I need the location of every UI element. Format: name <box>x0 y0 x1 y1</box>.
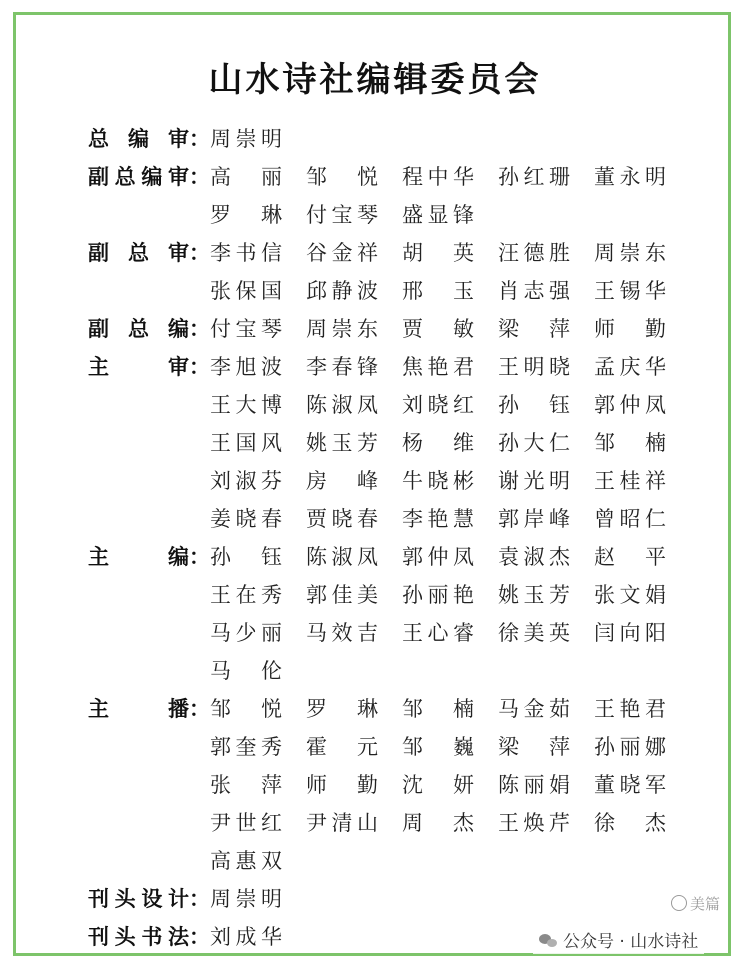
member-name: 孙 丽 艳 <box>402 583 474 607</box>
member-name: 邹 楠 <box>594 431 666 455</box>
meipian-logo-icon <box>671 895 687 911</box>
role-colon: ： <box>189 165 210 189</box>
member-name: 王 锡 华 <box>594 279 666 303</box>
page-title: 山水诗社编辑委员会 <box>208 60 542 100</box>
member-name: 李 春 锋 <box>306 355 378 379</box>
member-names <box>210 690 690 880</box>
member-name: 周 崇 东 <box>306 317 378 341</box>
roster-section <box>88 120 708 158</box>
role-label: 刊 头 书 法 <box>88 925 189 949</box>
role-label: 主 播 <box>88 697 189 721</box>
role-heading <box>88 918 210 956</box>
committee-roster <box>88 120 708 956</box>
role-heading <box>88 234 210 272</box>
roster-section <box>88 538 708 690</box>
member-name: 张 保 国 <box>210 279 282 303</box>
member-name: 谷 金 祥 <box>306 241 378 265</box>
member-name: 马 金 茹 <box>498 697 570 721</box>
roster-section <box>88 158 708 234</box>
member-name: 董 永 明 <box>594 165 666 189</box>
member-name: 王 在 秀 <box>210 583 282 607</box>
member-name: 马 伦 <box>210 659 282 683</box>
roster-section <box>88 348 708 538</box>
member-name: 付 宝 琴 <box>210 317 282 341</box>
role-colon: ： <box>189 925 210 949</box>
member-name: 周 崇 明 <box>210 887 282 911</box>
member-name: 李 艳 慧 <box>402 507 474 531</box>
member-name: 霍 元 <box>306 735 378 759</box>
member-name: 郭 佳 美 <box>306 583 378 607</box>
member-name: 贾 晓 春 <box>306 507 378 531</box>
member-name: 王 艳 君 <box>594 697 666 721</box>
member-name: 梁 萍 <box>498 735 570 759</box>
role-colon: ： <box>189 355 210 379</box>
member-name: 尹 清 山 <box>306 811 378 835</box>
member-name: 师 勤 <box>594 317 666 341</box>
member-name: 孙 丽 娜 <box>594 735 666 759</box>
wechat-account-watermark: 公众号 · 山水诗社 <box>533 925 704 954</box>
member-name: 胡 英 <box>402 241 474 265</box>
role-colon: ： <box>189 241 210 265</box>
member-name: 赵 平 <box>594 545 666 569</box>
member-name: 袁 淑 杰 <box>498 545 570 569</box>
role-colon: ： <box>189 697 210 721</box>
member-name: 闫 向 阳 <box>594 621 666 645</box>
member-names <box>210 310 690 348</box>
member-name: 邹 悦 <box>306 165 378 189</box>
member-name: 肖 志 强 <box>498 279 570 303</box>
role-heading <box>88 120 210 158</box>
member-name: 刘 成 华 <box>210 925 282 949</box>
member-name: 刘 淑 芬 <box>210 469 282 493</box>
member-name: 王 明 晓 <box>498 355 570 379</box>
member-name: 邹 悦 <box>210 697 282 721</box>
role-label: 刊 头 设 计 <box>88 887 189 911</box>
member-names <box>210 234 690 310</box>
member-name: 马 少 丽 <box>210 621 282 645</box>
role-heading <box>88 310 210 348</box>
role-colon: ： <box>189 545 210 569</box>
role-colon: ： <box>189 317 210 341</box>
member-name: 牛 晓 彬 <box>402 469 474 493</box>
member-name: 孙 钰 <box>498 393 570 417</box>
member-name: 杨 维 <box>402 431 474 455</box>
role-heading <box>88 690 210 728</box>
roster-section <box>88 880 708 918</box>
role-label: 副 总 审 <box>88 241 189 265</box>
member-name: 刘 晓 红 <box>402 393 474 417</box>
member-name: 陈 淑 凤 <box>306 545 378 569</box>
member-name: 邹 楠 <box>402 697 474 721</box>
member-name: 高 丽 <box>210 165 282 189</box>
member-name: 贾 敏 <box>402 317 474 341</box>
member-name: 程 中 华 <box>402 165 474 189</box>
member-name: 盛 显 锋 <box>402 203 474 227</box>
member-name: 李 旭 波 <box>210 355 282 379</box>
member-name: 付 宝 琴 <box>306 203 378 227</box>
member-name: 孙 钰 <box>210 545 282 569</box>
member-name: 姜 晓 春 <box>210 507 282 531</box>
member-name: 王 国 风 <box>210 431 282 455</box>
member-name: 周 崇 东 <box>594 241 666 265</box>
member-name: 王 心 睿 <box>402 621 474 645</box>
role-label: 总 编 审 <box>88 127 189 151</box>
role-label: 副 总 编 审 <box>88 165 189 189</box>
member-names <box>210 348 690 538</box>
member-name: 李 书 信 <box>210 241 282 265</box>
member-names <box>210 880 690 918</box>
role-label: 副 总 编 <box>88 317 189 341</box>
member-name: 邢 玉 <box>402 279 474 303</box>
member-name: 罗 琳 <box>210 203 282 227</box>
member-name: 郭 岸 峰 <box>498 507 570 531</box>
member-name: 张 文 娟 <box>594 583 666 607</box>
member-name: 王 桂 祥 <box>594 469 666 493</box>
member-name: 谢 光 明 <box>498 469 570 493</box>
member-name: 尹 世 红 <box>210 811 282 835</box>
member-name: 房 峰 <box>306 469 378 493</box>
role-heading <box>88 538 210 576</box>
member-name: 邹 巍 <box>402 735 474 759</box>
role-label: 主 编 <box>88 545 189 569</box>
member-name: 孙 大 仁 <box>498 431 570 455</box>
role-heading <box>88 880 210 918</box>
member-name: 焦 艳 君 <box>402 355 474 379</box>
member-name: 姚 玉 芳 <box>306 431 378 455</box>
roster-section <box>88 690 708 880</box>
role-label: 主 审 <box>88 355 189 379</box>
member-name: 郭 奎 秀 <box>210 735 282 759</box>
member-name: 王 大 博 <box>210 393 282 417</box>
member-name: 师 勤 <box>306 773 378 797</box>
meipian-watermark: 美篇 <box>671 893 720 914</box>
member-name: 董 晓 军 <box>594 773 666 797</box>
member-name: 汪 德 胜 <box>498 241 570 265</box>
role-colon: ： <box>189 887 210 911</box>
member-name: 陈 淑 凤 <box>306 393 378 417</box>
roster-section <box>88 310 708 348</box>
role-heading <box>88 348 210 386</box>
member-name: 郭 仲 凤 <box>402 545 474 569</box>
member-name: 孙 红 珊 <box>498 165 570 189</box>
member-name: 高 惠 双 <box>210 849 282 873</box>
member-name: 姚 玉 芳 <box>498 583 570 607</box>
member-name: 周 杰 <box>402 811 474 835</box>
member-name: 陈 丽 娟 <box>498 773 570 797</box>
role-heading <box>88 158 210 196</box>
member-name: 梁 萍 <box>498 317 570 341</box>
member-name: 沈 妍 <box>402 773 474 797</box>
member-name: 曾 昭 仁 <box>594 507 666 531</box>
role-colon: ： <box>189 127 210 151</box>
member-name: 郭 仲 凤 <box>594 393 666 417</box>
wechat-icon <box>539 934 557 948</box>
member-name: 周 崇 明 <box>210 127 282 151</box>
member-name: 孟 庆 华 <box>594 355 666 379</box>
member-names <box>210 120 690 158</box>
member-name: 王 焕 芹 <box>498 811 570 835</box>
member-name: 邱 静 波 <box>306 279 378 303</box>
member-names <box>210 158 690 234</box>
member-name: 马 效 吉 <box>306 621 378 645</box>
member-name: 徐 美 英 <box>498 621 570 645</box>
roster-section <box>88 234 708 310</box>
member-name: 罗 琳 <box>306 697 378 721</box>
member-name: 张 萍 <box>210 773 282 797</box>
member-names <box>210 538 690 690</box>
member-name: 徐 杰 <box>594 811 666 835</box>
